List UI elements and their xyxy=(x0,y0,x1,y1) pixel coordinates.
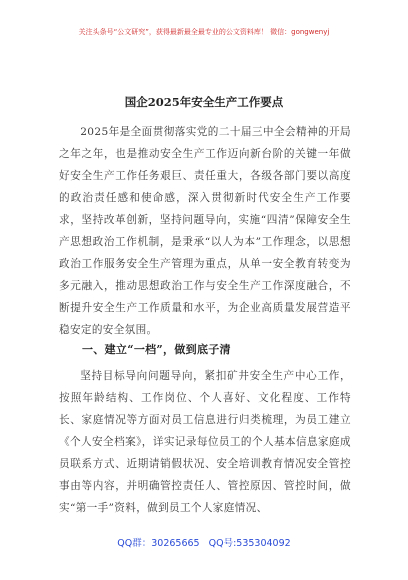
section-1-paragraph: 坚持目标导向问题导向，紧扣矿井安全生产中心工作，按照年龄结构、工作岗位、个人喜好、文化程度、工作特长、家庭情况等方面对员工信息进行归类梳理，为员工建立《个人安全档案》，详实记录每位员工的个人基本信息家庭成员联系方式、近期请销假状况、安全培训教育情况安全管控事由等内容，并明确管控责任人、管控原因、管控时间，做实“第一手”资料，做到员工个人家庭情况、 xyxy=(59,370,351,514)
promo-banner: 关注头条号“公文研究”，获得最新最全最专业的公文资料库！ 微信：gongwenyj xyxy=(78,28,330,36)
document-title: 国企2025年安全生产工作要点 xyxy=(124,95,284,109)
qq-group-number: QQ群：30265665 xyxy=(117,538,200,549)
contact-footer xyxy=(0,535,408,549)
qq-account-number: QQ号:535304092 xyxy=(208,538,291,549)
intro-paragraph: 2025年是全面贯彻落实党的二十届三中全会精神的开局之年之年，也是推动安全生产工作迈向新台阶的关键一年做好安全生产工作任务艰巨、责任重大，各级各部门要以高度的政治责任感和使命感，深入贯彻新时代安全生产工作要求，坚持改革创新，坚持问题导向，实施“四清”保障安全生产思想政治工作机制，是秉承“以人为本”工作理念，以思想政治工作服务安全生产管理为重点，从单一安全教育转变为多元融入，推动思想政治工作与安全生产工作深度融合，不断提升安全生产工作质量和水平，为企业高质量发展营造平稳安定的安全氛围。 xyxy=(59,126,351,336)
section-heading-1: 一、建立“一档”，做到底子清 xyxy=(82,343,231,356)
